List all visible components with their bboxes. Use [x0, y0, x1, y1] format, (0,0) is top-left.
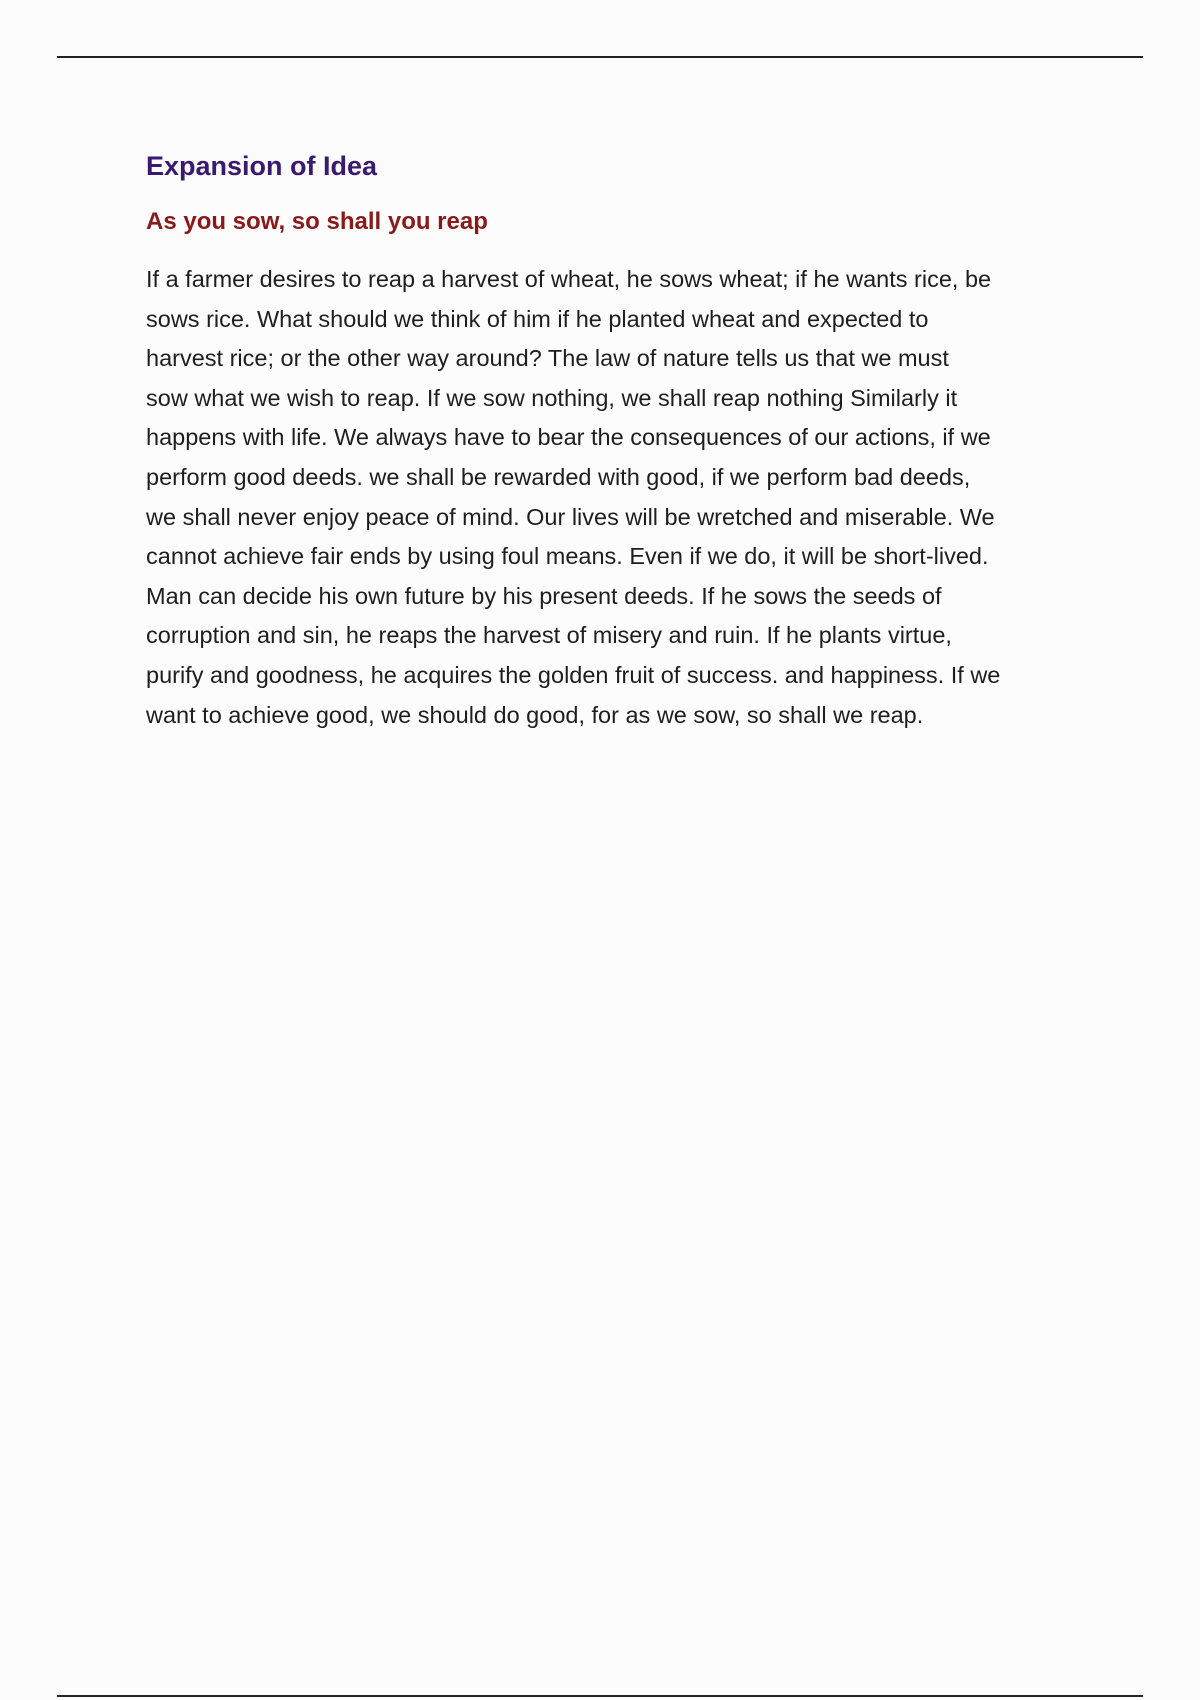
body-paragraph: [146, 260, 1086, 735]
header-rule: [57, 56, 1143, 58]
paragraph-line: Man can decide his own future by his present deeds. If he sows the seeds of: [146, 582, 942, 609]
footer-rule: [57, 1695, 1143, 1697]
paragraph-line: sow what we wish to reap. If we sow nothing, we shall reap nothing Similarly it: [146, 384, 958, 411]
document-title: Expansion of Idea: [146, 151, 378, 181]
paragraph-line: we shall never enjoy peace of mind. Our lives will be wretched and miserable. We: [146, 503, 995, 530]
document-body: [146, 146, 1086, 735]
paragraph-line: cannot achieve fair ends by using foul means. Even if we do, it will be short-lived.: [146, 543, 989, 570]
paragraph-line: If a farmer desires to reap a harvest of wheat, he sows wheat; if he wants rice, be: [146, 266, 992, 292]
paragraph-line: corruption and sin, he reaps the harvest of misery and ruin. If he plants virtue,: [146, 622, 952, 649]
paragraph-line: perform good deeds. we shall be rewarded with good, if we perform bad deeds,: [146, 463, 971, 490]
paragraph-line: purify and goodness, he acquires the golden fruit of success. and happiness. If we: [146, 661, 1001, 688]
document-subtitle: As you sow, so shall you reap: [146, 208, 488, 235]
paragraph-line: want to achieve good, we should do good, for as we sow, so shall we reap.: [146, 701, 924, 728]
paragraph-line: happens with life. We always have to bear the consequences of our actions, if we: [146, 424, 991, 451]
paragraph-line: harvest rice; or the other way around? The law of nature tells us that we must: [146, 345, 949, 372]
paragraph-line: sows rice. What should we think of him if he planted wheat and expected to: [146, 305, 929, 332]
